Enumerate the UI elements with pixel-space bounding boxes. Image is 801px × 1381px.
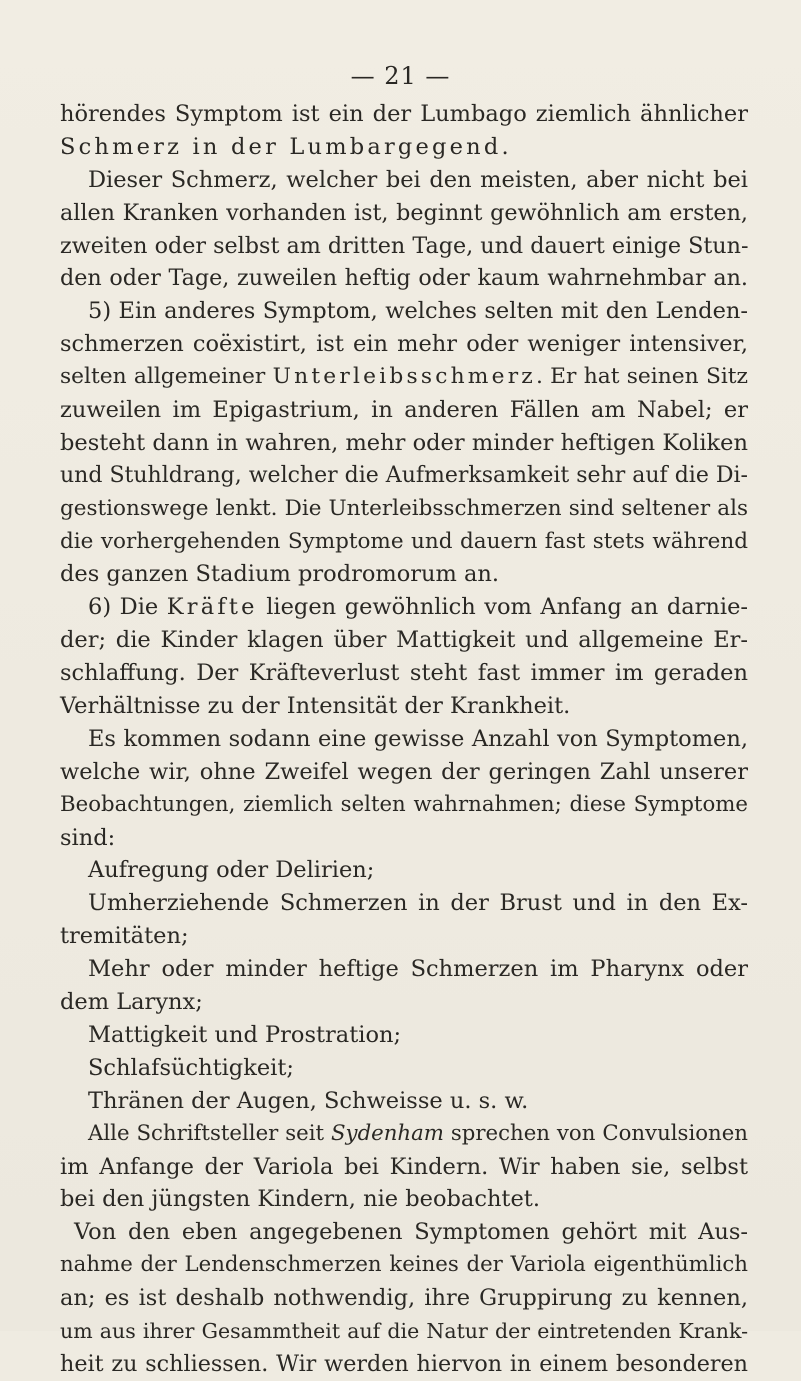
- page-number: — 21 —: [350, 62, 451, 90]
- text-line: um aus ihrer Gesammtheit auf die Natur der eintretenden Krank-: [60, 1318, 748, 1343]
- text-line: schmerzen coëxistirt, ist ein mehr oder weniger intensiver,: [60, 331, 748, 358]
- text-line: sind:: [60, 824, 116, 851]
- text-line: zuweilen im Epigastrium, in anderen Fällen am Nabel; er: [60, 397, 748, 424]
- list-item: Schlafsüchtigkeit;: [88, 1054, 294, 1081]
- text-line: nahme der Lendenschmerzen keines der Variola eigenthümlich: [60, 1252, 748, 1278]
- text-line: schlaffung. Der Kräfteverlust steht fast immer im geraden: [60, 660, 748, 687]
- text-fragment: sprechen von Convulsionen: [443, 1120, 748, 1146]
- text-line: zweiten oder selbst am dritten Tage, und dauert einige Stun-: [60, 232, 749, 259]
- text-line: 5) Ein anderes Symptom, welches selten mit den Lenden-: [88, 298, 748, 325]
- text-line: und Stuhldrang, welcher die Aufmerksamkeit sehr auf die Di-: [60, 462, 748, 488]
- text-line: allen Kranken vorhanden ist, beginnt gewöhnlich am ersten,: [60, 199, 748, 226]
- text-line: gestionswege lenkt. Die Unterleibsschmerzen sind seltener als: [60, 495, 748, 521]
- text-line: heit zu schliessen. Wir werden hiervon in einem besonderen: [60, 1350, 748, 1377]
- text-line: tremitäten;: [60, 923, 189, 950]
- text-line-spaced: Schmerz in der Lumbargegend.: [60, 133, 512, 160]
- text-line: des ganzen Stadium prodromorum an.: [60, 561, 500, 588]
- text-line: bei den jüngsten Kindern, nie beobachtet.: [60, 1186, 540, 1213]
- list-item: Thränen der Augen, Schweisse u. s. w.: [88, 1087, 529, 1114]
- text-line: hörendes Symptom ist ein der Lumbago ziemlich ähnlicher: [60, 101, 748, 127]
- list-item: Mehr oder minder heftige Schmerzen im Pharynx oder: [88, 956, 748, 983]
- text-fragment: . Er hat seinen Sitz: [535, 364, 748, 390]
- text-line: [60, 591, 748, 624]
- text-fragment: 6) Die: [88, 594, 167, 621]
- text-line: an; es ist deshalb nothwendig, ihre Gruppirung zu kennen,: [60, 1285, 748, 1312]
- text-line: im Anfange der Variola bei Kindern. Wir haben sie, selbst: [60, 1153, 748, 1180]
- text-fragment: Alle Schriftsteller seit: [88, 1120, 331, 1146]
- spaced-word: Unterleibsschmerz: [272, 364, 536, 390]
- text-line: [60, 1118, 748, 1151]
- spaced-word: Kräfte: [166, 594, 258, 621]
- text-line: Verhältnisse zu der Intensität der Krankheit.: [60, 693, 571, 720]
- text-line: dem Larynx;: [60, 989, 203, 1016]
- text-fragment: selten allgemeiner: [60, 364, 273, 390]
- text-line: der; die Kinder klagen über Mattigkeit und allgemeine Er-: [60, 627, 748, 654]
- text-line: Dieser Schmerz, welcher bei den meisten, aber nicht bei: [88, 166, 748, 193]
- text-line: welche wir, ohne Zweifel wegen der geringen Zahl unserer: [60, 758, 748, 785]
- text-line: die vorhergehenden Symptome und dauern fast stets während: [60, 528, 748, 554]
- list-item: Umherziehende Schmerzen in der Brust und in den Ex-: [88, 890, 748, 917]
- list-item: Aufregung oder Delirien;: [88, 857, 375, 884]
- text-line: Von den eben angegebenen Symptomen gehört mit Aus-: [74, 1219, 748, 1246]
- text-fragment: liegen gewöhnlich vom Anfang an darnie-: [257, 594, 749, 621]
- italic-word: Sydenham: [331, 1120, 444, 1146]
- body-text: [60, 98, 748, 1381]
- text-line: [60, 361, 748, 394]
- list-item: Mattigkeit und Prostration;: [88, 1021, 402, 1048]
- text-line: besteht dann in wahren, mehr oder minder heftigen Koliken: [60, 429, 748, 456]
- text-line: den oder Tage, zuweilen heftig oder kaum wahrnehmbar an.: [60, 265, 748, 292]
- text-line: Beobachtungen, ziemlich selten wahrnahmen; diese Symptome: [60, 791, 748, 817]
- text-line: Es kommen sodann eine gewisse Anzahl von Symptomen,: [88, 725, 748, 752]
